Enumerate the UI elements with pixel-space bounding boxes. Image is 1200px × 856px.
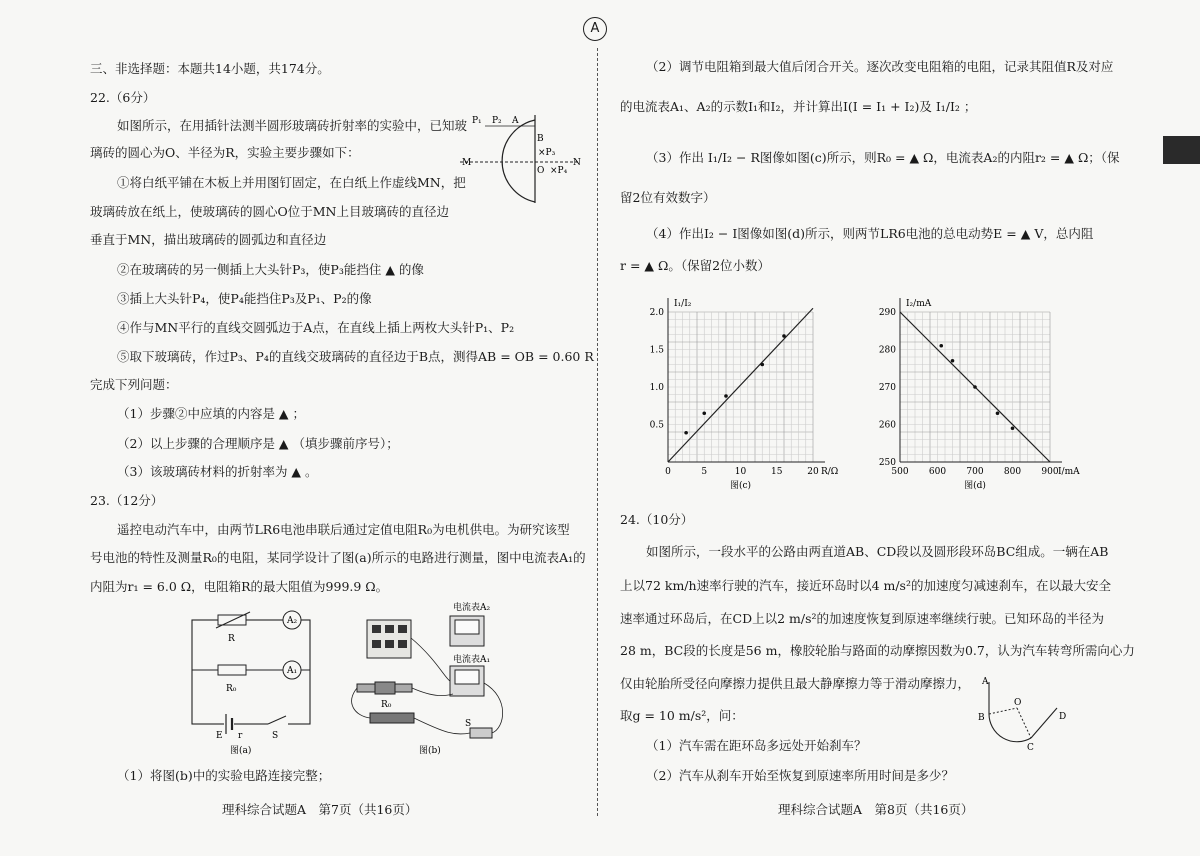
footer-left: 理科综合试题A 第7页（共16页） — [222, 802, 418, 817]
q22-step-4: ④作与MN平行的直线交圆弧边于A点，在直线上插上两枚大头针P₁、P₂ — [117, 320, 515, 335]
chart-caption: 图(d) — [964, 481, 986, 491]
data-point — [782, 334, 786, 338]
label-meter-A2: 电流表A₂ — [453, 603, 491, 613]
x-tick-label: 15 — [771, 467, 783, 477]
label-A2: A₂ — [287, 616, 298, 626]
data-point — [702, 411, 706, 415]
q22-sub-2: （2）以上步骤的合理顺序是 ▲ （填步骤前序号）； — [117, 436, 399, 451]
label-A1: A₁ — [287, 666, 298, 676]
y-tick-label: 280 — [878, 345, 896, 356]
q23-sub-4b: r = ▲ Ω。（保留2位小数） — [620, 258, 771, 273]
x-tick-label: 0 — [665, 467, 671, 477]
x-tick-label: 900 — [1041, 467, 1059, 477]
x-tick-label: 600 — [928, 467, 947, 477]
road-label-A: A — [982, 677, 989, 687]
data-point — [939, 344, 943, 348]
q23-sub-3a: （3）作出 I₁/I₂ − R图像如图(c)所示，则R₀ = ▲ Ω，电流表A₂的内阻r₂ = ▲ Ω；（保 — [646, 150, 1120, 165]
data-point — [996, 411, 1000, 415]
data-point — [684, 431, 688, 435]
q22-step-2: ②在玻璃砖的另一侧插上大头针P₃，使P₃能挡住 ▲ 的像 — [117, 262, 424, 277]
caption-fig-a: 图(a) — [230, 746, 252, 756]
q24-text-1: 如图所示，一段水平的公路由两直道AB、CD段以及圆形段环岛BC组成。一辆在AB — [646, 544, 1109, 559]
y-tick-label: 290 — [878, 308, 896, 318]
sheet-mark: A — [583, 17, 607, 41]
chart-d — [862, 282, 1080, 497]
q22-sub-1: （1）步骤②中应填的内容是 ▲ ； — [117, 406, 306, 421]
label-R: R — [228, 634, 235, 644]
label-A: A — [512, 116, 519, 126]
x-axis-label: R/Ω — [821, 467, 839, 477]
q22-step-1b: 玻璃砖放在纸上，使玻璃砖的圆心O位于MN上目玻璃砖的直径边 — [90, 204, 449, 219]
x-tick-label: 20 — [807, 467, 819, 477]
q22-step-1a: ①将白纸平铺在木板上并用图钉固定，在白纸上作虚线MN，把 — [117, 175, 466, 190]
glass-semicircle-figure — [455, 105, 585, 210]
label-P2: P₂ — [492, 116, 502, 126]
label-Sb: S — [465, 719, 472, 729]
label-E: E — [216, 731, 223, 741]
label-M: M — [462, 158, 472, 168]
y-tick-label: 260 — [878, 420, 896, 431]
y-tick-label: 2.0 — [649, 308, 664, 318]
y-axis-label: I₂/mA — [906, 299, 932, 309]
label-P4: ×P₄ — [550, 166, 568, 176]
road-label-C: C — [1027, 743, 1034, 753]
y-tick-label: 0.5 — [649, 420, 664, 431]
data-point — [973, 385, 977, 389]
edge-tab-mark — [1163, 136, 1200, 164]
page-divider — [597, 48, 598, 816]
label-N: N — [573, 158, 581, 168]
q23-sub-2a: （2）调节电阻箱到最大值后闭合开关。逐次改变电阻箱的电阻，记录其阻值R及对应 — [646, 59, 1114, 74]
x-tick-label: 5 — [701, 467, 708, 477]
label-meter-A1: 电流表A₁ — [453, 655, 491, 665]
x-axis-label: I/mA — [1058, 467, 1080, 477]
q22-number: 22.（6分） — [90, 90, 156, 105]
q23-text-2: 号电池的特性及测量R₀的电阻，某同学设计了图(a)所示的电路进行测量，图中电流表A₁的 — [90, 550, 586, 565]
q24-number: 24.（10分） — [620, 512, 694, 527]
q23-sub-3b: 留2位有效数字） — [620, 190, 716, 205]
q24-text-2: 上以72 km/h速率行驶的汽车，接近环岛时以4 m/s²的加速度匀减速刹车，在以最大安全 — [620, 578, 1111, 593]
q23-sub-4a: （4）作出I₂ − I图像如图(d)所示，则两节LR6电池的总电动势E = ▲ V，总内阻 — [646, 226, 1094, 241]
q24-text-6: 取g = 10 m/s²，问： — [620, 708, 744, 723]
q23-text-1: 遥控电动汽车中，由两节LR6电池串联后通过定值电阻R₀为电机供电。为研究该型 — [117, 522, 570, 537]
q23-sub-1: （1）将图(b)中的实验电路连接完整； — [117, 768, 331, 783]
q24-text-5: 仅由轮胎所受径向摩擦力提供且最大静摩擦力等于滑动摩擦力， — [620, 676, 971, 691]
q24-text-3: 速率通过环岛后，在CD上以2 m/s²的加速度恢复到原速率继续行驶。已知环岛的半径为 — [620, 611, 1105, 626]
q23-text-3: 内阻为r₁ = 6.0 Ω，电阻箱R的最大阻值为999.9 Ω。 — [90, 579, 389, 594]
q22-sub-3: （3）该玻璃砖材料的折射率为 ▲ 。 — [117, 464, 318, 479]
q22-step-5: ⑤取下玻璃砖，作过P₃、P₄的直线交玻璃砖的直径边于B点，测得AB = OB = 0.60 R — [117, 349, 594, 364]
y-tick-label: 270 — [878, 383, 896, 393]
q23-number: 23.（12分） — [90, 493, 164, 508]
data-point — [724, 394, 728, 398]
q24-sub-1: （1）汽车需在距环岛多远处开始刹车？ — [646, 738, 867, 753]
q24-text-4: 28 m，BC段的长度是56 m，橡胶轮胎与路面的动摩擦因数为0.7，认为汽车转弯所需向心力 — [620, 643, 1135, 658]
y-tick-label: 250 — [878, 458, 896, 468]
road-label-D: D — [1059, 712, 1067, 722]
x-tick-label: 700 — [966, 467, 984, 477]
data-point — [760, 363, 764, 367]
q23-sub-2b: 的电流表A₁、A₂的示数I₁和I₂，并计算出I(I = I₁ + I₂)及 I₁/I₂ ； — [620, 99, 977, 114]
section-title: 三、非选择题：本题共14小题，共174分。 — [90, 61, 330, 76]
data-point — [1011, 426, 1015, 430]
apparatus-diagram-b — [345, 598, 520, 760]
y-tick-label: 1.5 — [649, 345, 664, 356]
road-label-O: O — [1014, 698, 1022, 708]
q22-step-1c: 垂直于MN，描出玻璃砖的圆弧边和直径边 — [90, 232, 327, 247]
chart-caption: 图(c) — [729, 481, 752, 491]
label-B: B — [537, 134, 544, 144]
q22-text-1: 如图所示，在用插针法测半圆形玻璃砖折射率的实验中，已知玻 — [117, 118, 468, 133]
x-tick-label: 10 — [734, 467, 747, 477]
label-r: r — [238, 731, 243, 741]
label-P3: ×P₃ — [538, 148, 556, 158]
road-label-B: B — [978, 713, 985, 723]
q22-text-2: 璃砖的圆心为O、半径为R，实验主要步骤如下： — [90, 145, 360, 160]
y-axis-label: I₁/I₂ — [674, 299, 692, 309]
x-tick-label: 500 — [891, 467, 909, 477]
road-roundabout-figure — [975, 672, 1075, 752]
label-R0: R₀ — [226, 684, 237, 694]
label-R0b: R₀ — [381, 700, 392, 710]
x-tick-label: 800 — [1003, 467, 1022, 477]
y-tick-label: 1.0 — [649, 383, 664, 393]
circuit-diagram-a — [180, 608, 325, 758]
q24-sub-2: （2）汽车从刹车开始至恢复到原速率所用时间是多少？ — [646, 768, 954, 783]
data-point — [951, 359, 955, 363]
label-O: O — [537, 166, 545, 176]
q22-prompt: 完成下列问题： — [90, 377, 178, 392]
label-S: S — [272, 731, 279, 741]
label-P1: P₁ — [472, 116, 482, 126]
caption-fig-b: 图(b) — [419, 746, 441, 756]
q22-step-3: ③插上大头针P₄，使P₄能挡住P₃及P₁、P₂的像 — [117, 291, 372, 306]
chart-c — [640, 282, 840, 497]
footer-right: 理科综合试题A 第8页（共16页） — [778, 802, 974, 817]
